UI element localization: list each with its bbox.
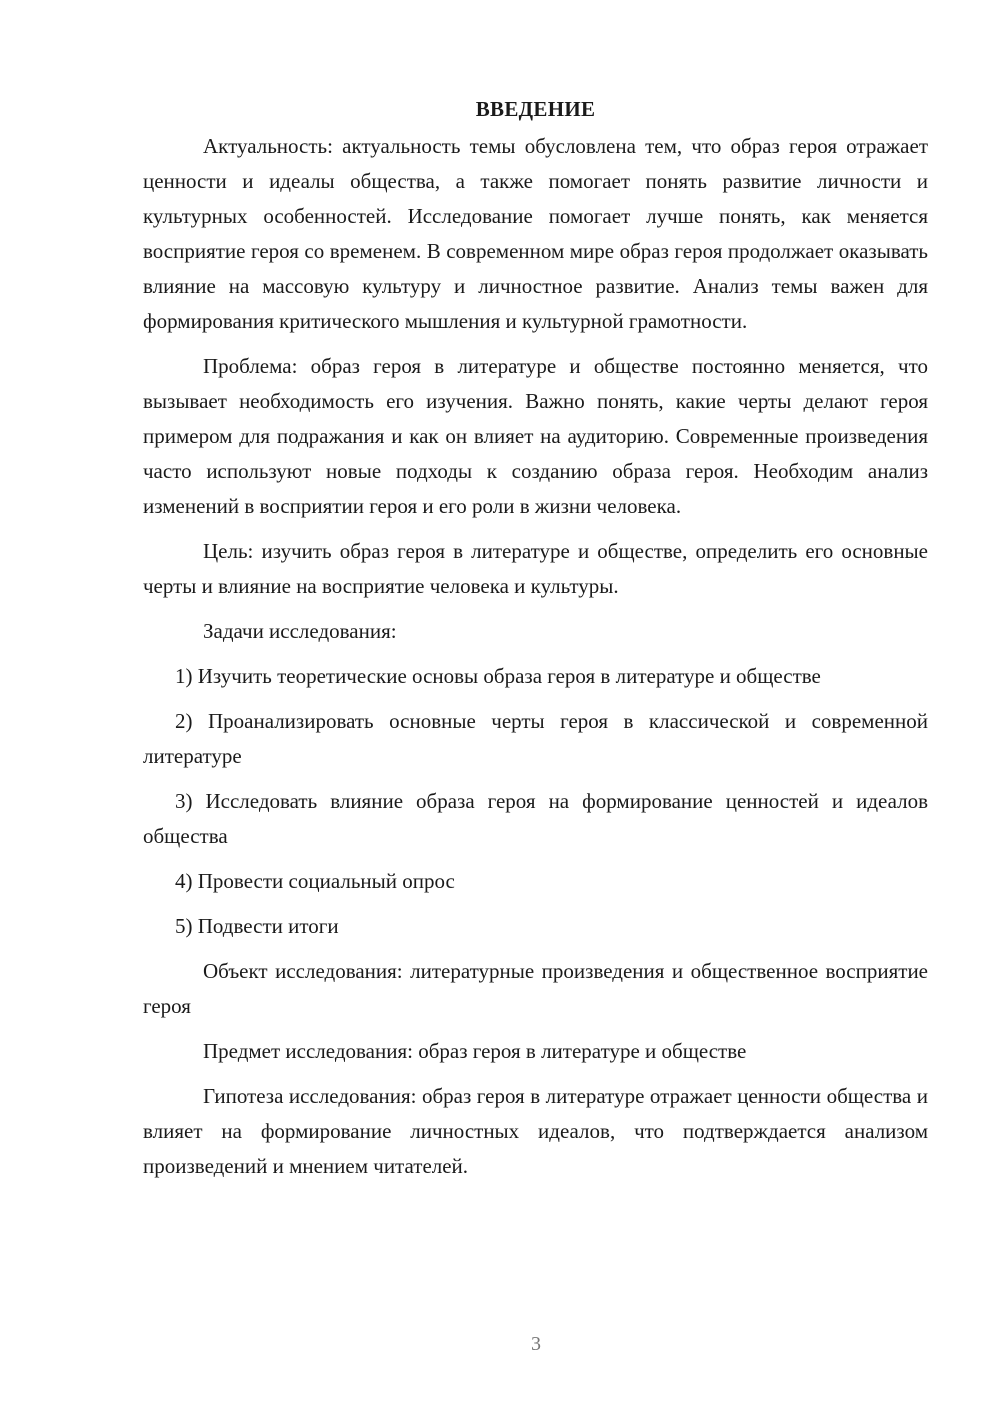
task-item-5: 5) Подвести итоги bbox=[175, 914, 339, 938]
hypothesis-paragraph: Гипотеза исследования: образ героя в литературе отражает ценности общества и влияет на формирование личностных идеалов, что подтверждается анализом произведений и мнением читателей. bbox=[143, 1084, 928, 1178]
task-item-1: 1) Изучить теоретические основы образа героя в литературе и обществе bbox=[175, 664, 821, 688]
goal-paragraph: Цель: изучить образ героя в литературе и обществе, определить его основные черты и влияние на восприятие человека и культуры. bbox=[143, 539, 928, 598]
problem-paragraph: Проблема: образ героя в литературе и обществе постоянно меняется, что вызывает необходимость его изучения. Важно понять, какие черты делают героя примером для подражания и как он влияет на аудиторию. Современные произведения часто используют новые подходы к созданию образа героя. Необходим анализ изменений в восприятии героя и его роли в жизни человека. bbox=[143, 354, 928, 518]
tasks-title: Задачи исследования: bbox=[203, 619, 397, 643]
page-body bbox=[143, 92, 928, 1194]
section-heading: ВВЕДЕНИЕ bbox=[475, 97, 596, 121]
subject-paragraph: Предмет исследования: образ героя в литературе и обществе bbox=[203, 1039, 747, 1063]
task-item-4: 4) Провести социальный опрос bbox=[175, 869, 455, 893]
task-item-3: 3) Исследовать влияние образа героя на формирование ценностей и идеалов общества bbox=[143, 789, 928, 848]
page-number: 3 bbox=[531, 1333, 541, 1355]
object-paragraph: Объект исследования: литературные произведения и общественное восприятие героя bbox=[143, 959, 928, 1018]
relevance-paragraph: Актуальность: актуальность темы обусловлена тем, что образ героя отражает ценности и идеалы общества, а также помогает понять развитие личности и культурных особенностей. Исследование помогает лучше понять, как меняется восприятие героя со временем. В современном мире образ героя продолжает оказывать влияние на массовую культуру и личностное развитие. Анализ темы важен для формирования критического мышления и культурной грамотности. bbox=[143, 134, 928, 333]
task-item-2: 2) Проанализировать основные черты героя в классической и современной литературе bbox=[143, 709, 928, 768]
